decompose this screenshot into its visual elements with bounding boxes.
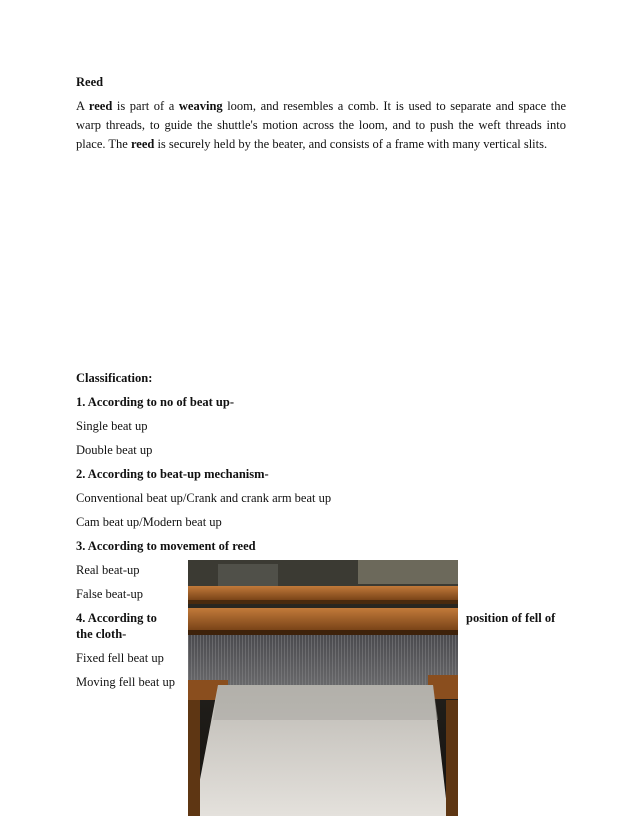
intro-paragraph [76,97,566,154]
term-reed: reed [130,137,155,151]
term-reed: reed [88,99,113,113]
list-item: Real beat-up [76,563,140,577]
list-item: Conventional beat up/Crank and crank arm beat up [76,491,332,505]
loom-illustration [188,560,458,816]
list-item: Fixed fell beat up [76,651,164,665]
list-item: Moving fell beat up [76,675,175,689]
classification-heading-4-part1: 4. According to [76,611,157,625]
list-item: Single beat up [76,419,148,433]
classification-title: Classification: [76,371,153,385]
classification-heading-2: 2. According to beat-up mechanism- [76,467,269,481]
intro-text: is part of a [112,99,179,113]
classification-heading-3: 3. According to movement of reed [76,539,256,553]
classification-heading-1: 1. According to no of beat up- [76,395,234,409]
intro-text: A [76,99,89,113]
list-item: Cam beat up/Modern beat up [76,515,222,529]
intro-text: loom, and resembles a comb. It is used to separate and space the warp threads, to guide the shuttle's motion across the loom, and to push the weft threads into place. The [76,99,566,151]
classification-heading-4-part2: position of fell of [466,611,556,625]
loom-photo [188,560,458,816]
list-item: Double beat up [76,443,153,457]
classification-heading-4-part3: the cloth- [76,627,127,641]
section-heading: Reed [76,75,104,89]
intro-text: is securely held by the beater, and consists of a frame with many vertical slits. [154,137,548,151]
list-item: False beat-up [76,587,143,601]
term-weaving: weaving [178,99,223,113]
